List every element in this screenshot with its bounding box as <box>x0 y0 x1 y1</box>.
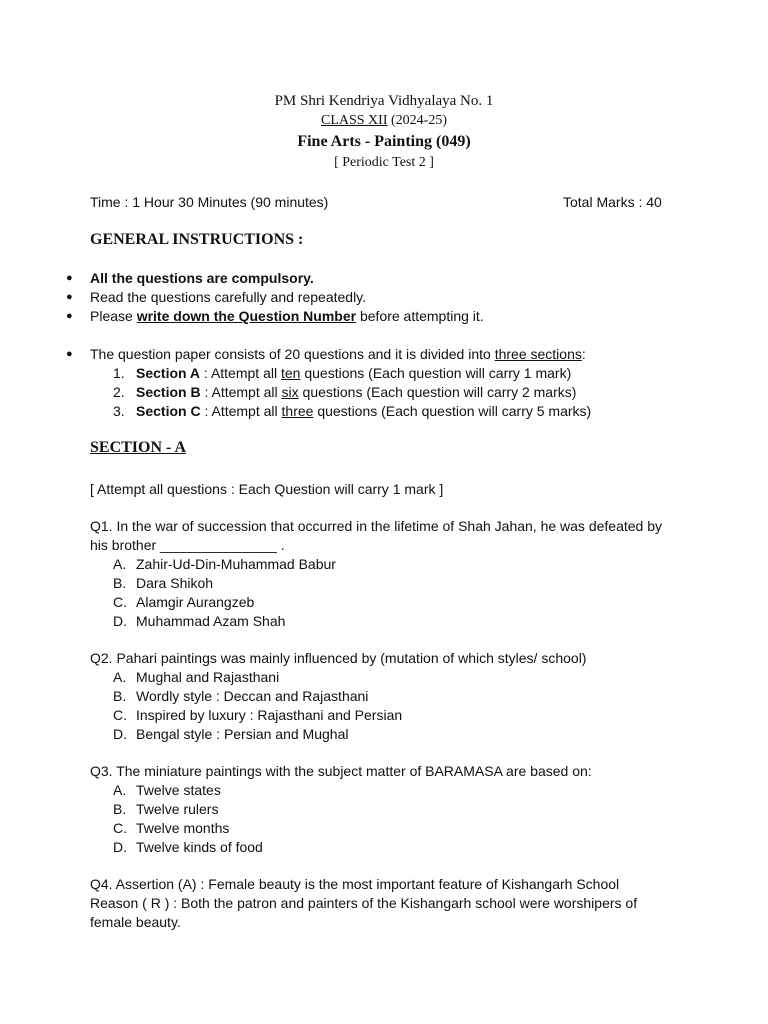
q3-option-b: Twelve rulers <box>136 801 219 817</box>
q1-option-c: Alamgir Aurangzeb <box>136 594 255 610</box>
option-letter: C. <box>113 594 127 610</box>
q2-option-a: Mughal and Rajasthani <box>136 669 280 685</box>
q2-option-b: Wordly style : Deccan and Rajasthani <box>136 688 369 704</box>
option-letter: D. <box>113 613 127 629</box>
option-letter: C. <box>113 707 127 723</box>
option-letter: B. <box>113 801 127 817</box>
option-letter: D. <box>113 726 127 742</box>
bullet-icon: ● <box>66 310 73 322</box>
class-line <box>0 113 768 129</box>
question-4-reason: Reason ( R ) : Both the patron and painters of the Kishangarh school were worshipers of female beauty. <box>90 895 638 930</box>
section-b-rule: Section B : Attempt all six questions (Each question will carry 2 marks) <box>136 384 577 400</box>
section-a-note: [ Attempt all questions : Each Question will carry 1 mark ] <box>90 481 444 497</box>
option-letter: A. <box>113 556 127 572</box>
bullet-icon: ● <box>66 272 73 284</box>
q2-option-d: Bengal style : Persian and Mughal <box>136 726 349 742</box>
instruction-compulsory: All the questions are compulsory. <box>90 270 314 286</box>
option-letter: A. <box>113 669 127 685</box>
question-1: Q1. In the war of succession that occurred in the lifetime of Shah Jahan, he was defeated by his brother _______________ . <box>90 518 662 553</box>
q1-option-a: Zahir-Ud-Din-Muhammad Babur <box>136 556 336 572</box>
q3-option-a: Twelve states <box>136 782 221 798</box>
instructions-heading: GENERAL INSTRUCTIONS : <box>90 231 304 248</box>
option-letter: A. <box>113 782 127 798</box>
section-a-rule: Section A : Attempt all ten questions (Each question will carry 1 mark) <box>136 365 572 381</box>
section-a-heading: SECTION - A <box>90 439 187 456</box>
q3-option-d: Twelve kinds of food <box>136 839 263 855</box>
q1-option-d: Muhammad Azam Shah <box>136 613 286 629</box>
q3-option-c: Twelve months <box>136 820 230 836</box>
bullet-icon: ● <box>66 348 73 360</box>
instruction-read: Read the questions carefully and repeatedly. <box>90 289 367 305</box>
class-label: CLASS XII <box>320 113 388 128</box>
q2-option-c: Inspired by luxury : Rajasthani and Persian <box>136 707 403 723</box>
list-number: 3. <box>113 403 125 419</box>
question-4-assertion: Q4. Assertion (A) : Female beauty is the most important feature of Kishangarh School <box>90 876 620 892</box>
subject-title: Fine Arts - Painting (049) <box>297 133 471 150</box>
list-number: 2. <box>113 384 125 400</box>
total-marks: Total Marks : 40 <box>563 194 662 210</box>
instruction-sections: The question paper consists of 20 questions and it is divided into three sections: <box>90 346 586 362</box>
option-letter: B. <box>113 575 127 591</box>
question-3: Q3. The miniature paintings with the subject matter of BARAMASA are based on: <box>90 763 592 779</box>
class-year: (2024-25) <box>391 113 447 128</box>
time-info: Time : 1 Hour 30 Minutes (90 minutes) <box>90 194 329 210</box>
q1-option-b: Dara Shikoh <box>136 575 214 591</box>
school-name: PM Shri Kendriya Vidhyalaya No. 1 <box>274 93 494 109</box>
instruction-question-number: Please write down the Question Number before attempting it. <box>90 308 484 324</box>
list-number: 1. <box>113 365 125 381</box>
test-name: [ Periodic Test 2 ] <box>334 155 434 170</box>
option-letter: B. <box>113 688 127 704</box>
option-letter: C. <box>113 820 127 836</box>
bullet-icon: ● <box>66 291 73 303</box>
question-2: Q2. Pahari paintings was mainly influenced by (mutation of which styles/ school) <box>90 650 587 666</box>
section-c-rule: Section C : Attempt all three questions (Each question will carry 5 marks) <box>136 403 592 419</box>
option-letter: D. <box>113 839 127 855</box>
